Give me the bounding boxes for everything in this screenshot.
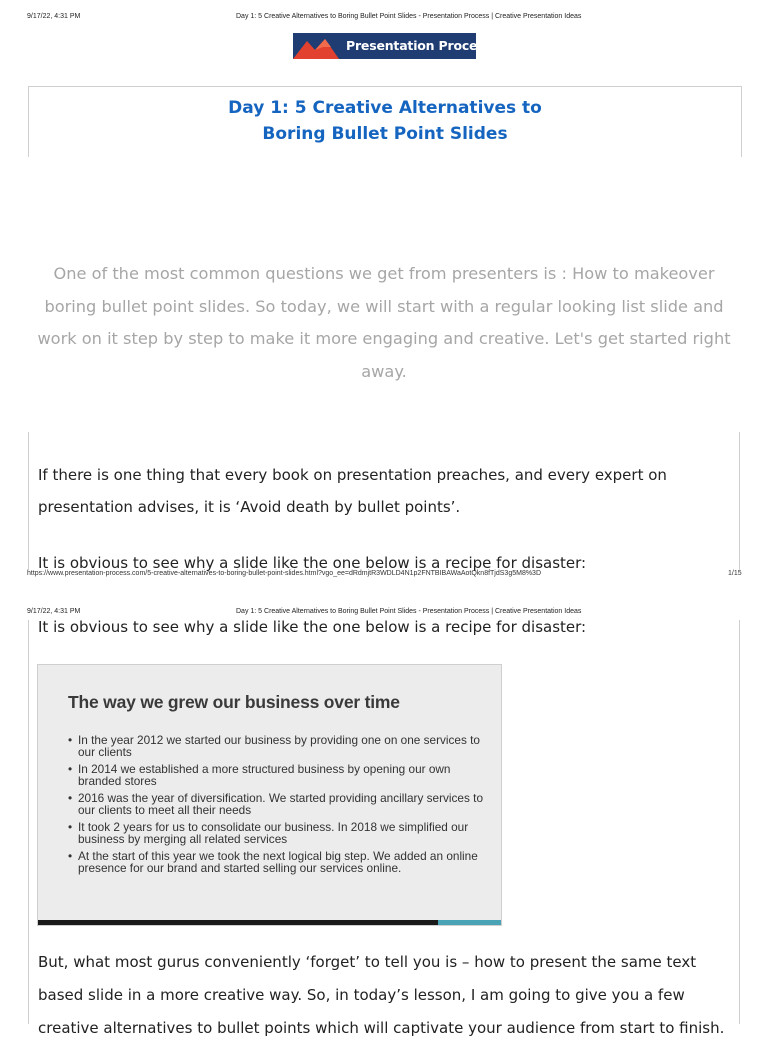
- paragraph-bullet-advice: If there is one thing that every book on presentation preaches, and every expert on presentation advises, it is ‘Avoid death by bullet points’.: [38, 466, 667, 516]
- logo-text: Presentation Process: [346, 38, 492, 53]
- page-break-cut-line: [38, 547, 587, 572]
- print-footer-url: https://www.presentation-process.com/5-creative-alternatives-to-boring-bullet-point-slides.html?vgo_ee=dRdmjtR3WDLD4N1p2FNTBIBAWaAotQkn8fTjdS3g5M8%3D: [27, 570, 542, 577]
- slide-footer-bar: [38, 920, 438, 925]
- cut-line-text: It is obvious to see why a slide like the one below is a recipe for disaster:: [38, 554, 587, 572]
- paragraph-recipe-disaster: It is obvious to see why a slide like the one below is a recipe for disaster:: [38, 618, 587, 636]
- slide-footer-accent: [438, 920, 501, 925]
- content-border-left-2: [28, 620, 29, 1024]
- slide-bullet: • It took 2 years for us to consolidate our business. In 2018 we simplified our business by merging all related services: [68, 822, 488, 845]
- slide-title: The way we grew our business over time: [68, 692, 400, 712]
- print-header-title-2: Day 1: 5 Creative Alternatives to Boring Bullet Point Slides - Presentation Process | Creative Presentation Ideas: [236, 608, 582, 615]
- example-bullet-slide: [37, 664, 502, 926]
- paragraph-creative-way: But, what most gurus conveniently ‘forget’ to tell you is – how to present the same text based slide in a more creative way. So, in today’s lesson, I am going to give you a few creative alternatives to bullet points which will captivate your audience from start to finish.: [38, 953, 725, 1037]
- slide-bullet: • In 2014 we established a more structured business by opening our own branded stores: [68, 764, 488, 787]
- content-border-right: [739, 432, 740, 570]
- slide-bullet: • At the start of this year we took the next logical big step. We added an online presence for our brand and started selling our services online.: [68, 851, 488, 874]
- slide-bullet-list: [68, 735, 488, 880]
- presentation-process-logo[interactable]: [293, 33, 492, 59]
- content-border-left: [28, 432, 29, 570]
- article-title: [29, 95, 741, 147]
- content-border-right-2: [739, 620, 740, 1024]
- print-header-title: Day 1: 5 Creative Alternatives to Boring Bullet Point Slides - Presentation Process | Creative Presentation Ideas: [236, 13, 582, 20]
- print-header-datetime-2: 9/17/22, 4:31 PM: [27, 608, 81, 615]
- slide-bullet: • 2016 was the year of diversification. We started providing ancillary services to our clients to meet all their needs: [68, 793, 488, 816]
- article-title-line2: Boring Bullet Point Slides: [262, 124, 508, 144]
- article-title-box: [28, 86, 742, 157]
- mountain-icon: [293, 33, 346, 59]
- print-header-datetime: 9/17/22, 4:31 PM: [27, 13, 81, 20]
- print-footer-page-number: 1/15: [728, 570, 742, 577]
- article-title-line1: Day 1: 5 Creative Alternatives to: [228, 98, 542, 118]
- slide-bullet: • In the year 2012 we started our business by providing one on one services to our clients: [68, 735, 488, 758]
- intro-paragraph: One of the most common questions we get from presenters is : How to makeover boring bullet point slides. So today, we will start with a regular looking list slide and work on it step by step to make it more engaging and creative. Let's get started right away.: [37, 264, 731, 381]
